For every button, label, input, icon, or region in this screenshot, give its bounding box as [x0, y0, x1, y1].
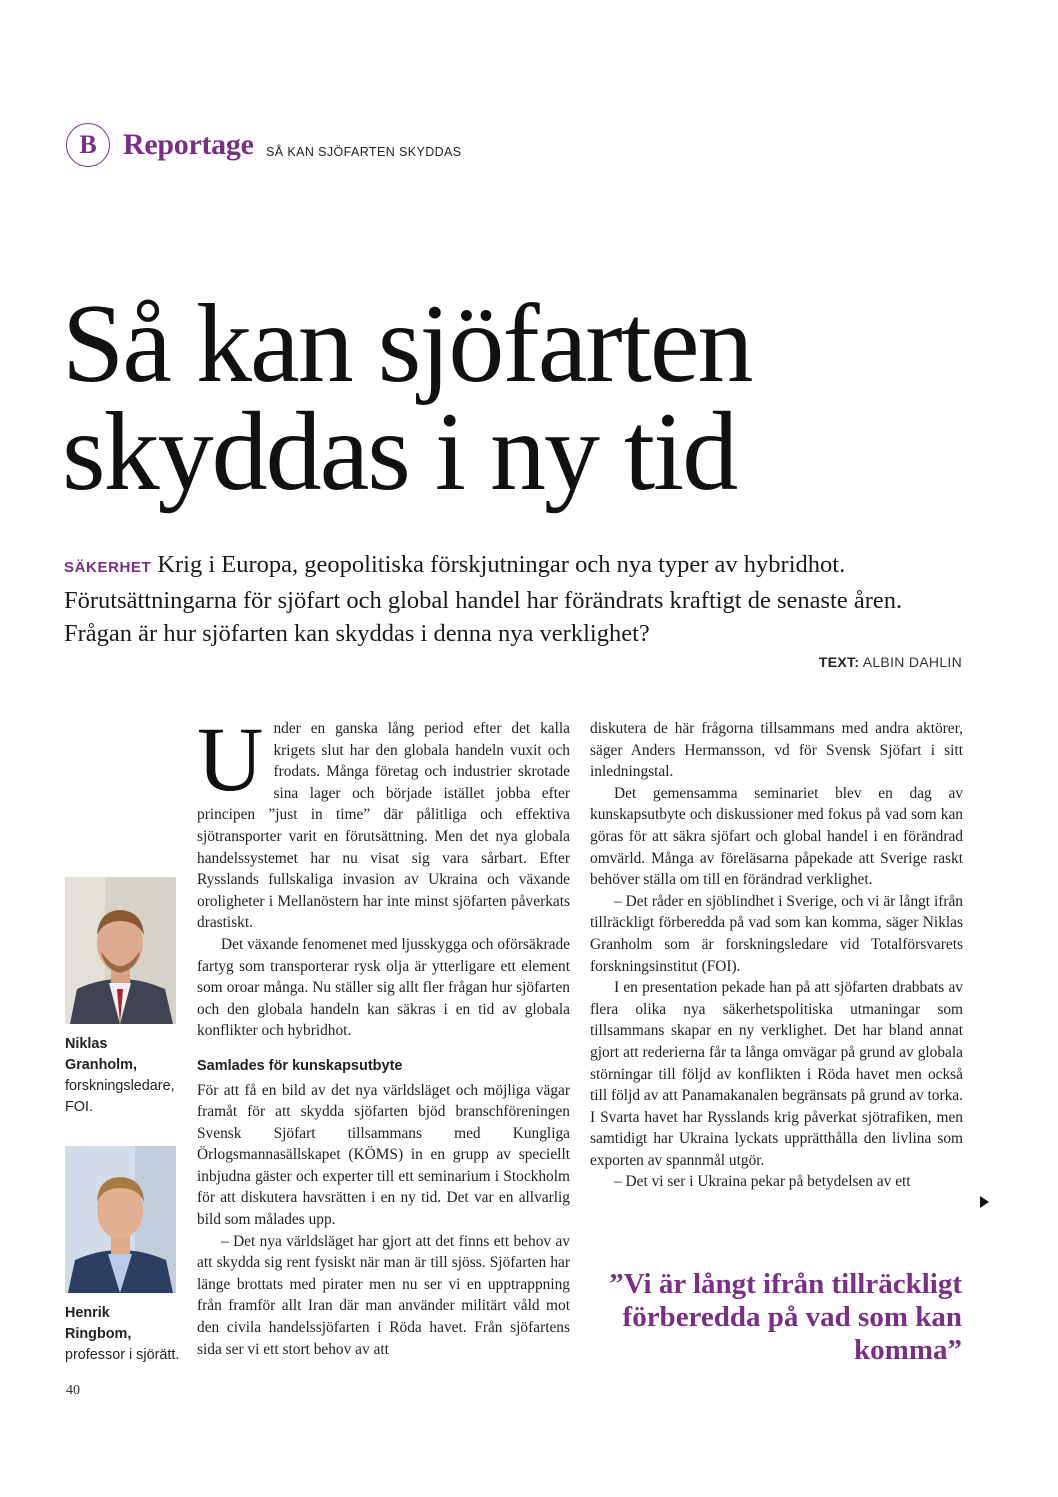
- byline: [819, 654, 962, 670]
- body-paragraph: – Det vi ser i Ukraina pekar på betydelsen av ett: [614, 1173, 911, 1191]
- photo-caption-granholm: [65, 1034, 180, 1118]
- body-paragraph: Det gemensamma seminariet blev en dag av kunskapsutbyte och diskussioner med fokus på vad som kan göras för att säkra sjöfart och global handel i en förändrad omvärld. Många av föreläsarna påpekade att Sverige raskt behöver ställa om till en förändrad verklighet.: [590, 784, 963, 889]
- continue-arrow-icon: [980, 1196, 989, 1208]
- caption-name: Henrik Ringbom,: [65, 1305, 132, 1342]
- caption-role: professor i sjörätt.: [65, 1347, 180, 1363]
- body-column-1: [197, 708, 570, 1360]
- subheading: Samlades för kunskapsutbyte: [197, 1057, 403, 1074]
- article-headline: [62, 282, 1022, 514]
- body-paragraph: För att få en bild av det nya världsläget och möjliga vägar framåt för att skydda sjöfarten bjöd branschföreningen Svensk Sjöfart tillsammans med Kungliga Örlogsmannasällskapet (KÖMS) in en grupp av speciellt inbjudna gäster och experter till ett seminarium i Stockholm för att diskutera havsrätten i en ny tid. Det var en allvarlig bild som målades upp.: [197, 1081, 570, 1229]
- body-column-2: [590, 718, 963, 1193]
- portrait-photo-granholm: [65, 877, 176, 1024]
- section-kicker: SÅ KAN SJÖFARTEN SKYDDAS: [266, 145, 462, 159]
- body-paragraph: Det växande fenomenet med ljusskygga och oförsäkrade fartyg som transporterar rysk olja är ytterligare ett element som oroar många. Nu ställer sig allt fler frågan hur sjöfarten och den globala handeln kan säkras i en tid av globala konflikter och hybridhot.: [197, 935, 570, 1040]
- byline-author: ALBIN DAHLIN: [862, 654, 962, 670]
- badge-letter: B: [79, 130, 97, 159]
- ingress-text: Krig i Europa, geopolitiska förskjutningar och nya typer av hybridhot. Förutsättningarna för sjöfart och global handel har förändrats kraftigt de senaste åren. Frågan är hur sjöfarten kan skyddas i denna nya verklighet?: [64, 551, 903, 647]
- page-number: 40: [66, 1383, 80, 1398]
- headline-line-2: skyddas i ny tid: [62, 390, 737, 514]
- section-name: Reportage: [123, 128, 254, 161]
- drop-cap: U: [197, 708, 264, 810]
- portrait-illustration: [65, 877, 176, 1024]
- section-badge: [66, 123, 110, 167]
- body-paragraph: [197, 708, 570, 934]
- photo-caption-ringbom: [65, 1303, 180, 1366]
- body-paragraph: – Det nya världsläget har gjort att det finns ett behov av att skydda sig rent fysiskt när man är till sjöss. Sjöfarten har länge brottats med pirater men nu ser vi en upptrappning från framför allt Iran där man använder militärt våld mot den civila handelssjöfarten i Röda havet. Från sjöfartens sida ser vi ett stort behov av att: [197, 1232, 570, 1358]
- paragraph-text: nder en ganska lång period efter det kalla krigets slut har den globala handeln vuxit och frodats. Många företag och industrier skrotade sina lager och började istället jobba efter principen ”just in time” där pålitliga och effektiva sjötransporter varit en förutsättning. Men det nya globala handelssystemet har nu visat sig vara sårbart. Efter Rysslands fullskaliga invasion av Ukraina och växande oroligheter i Mellanöstern har inte minst sjöfarten påverkats drastiskt.: [197, 720, 570, 932]
- body-paragraph: I en presentation pekade han på att sjöfarten drabbats av flera olika nya säkerhetspolitiska utmaningar som tillsammans skapar en ny verklighet. Det har bland annat gjort att rederierna får ta långa omvägar på grund av globala störningar till följd av konflikten i Röda havet men också till följd av att Panamakanalen begränsats på grund av torka. I Svarta havet har Rysslands krig påverkat sjötrafiken, men samtidigt har Ukraina lyckats upprätthålla den livlina som exporten av spannmål utgör.: [590, 979, 963, 1169]
- portrait-photo-ringbom: [65, 1146, 176, 1293]
- caption-name: Niklas Granholm,: [65, 1036, 137, 1073]
- pull-quote: ”Vi är långt ifrån tillräckligt förberedda på vad som kan komma”: [609, 1268, 962, 1366]
- body-paragraph: – Det råder en sjöblindhet i Sverige, och vi är långt ifrån tillräckligt förberedda på vad som kan komma, säger Niklas Granholm som är forskningsledare vid Totalförsvarets forskningsinstitut (FOI).: [590, 892, 963, 975]
- topic-tag: SÄKERHET: [64, 559, 152, 576]
- portrait-illustration: [65, 1146, 176, 1293]
- article-ingress: [64, 548, 964, 650]
- body-paragraph: diskutera de här frågorna tillsammans med andra aktörer, säger Anders Hermansson, vd för Svensk Sjöfart i sitt inledningstal.: [590, 720, 963, 781]
- byline-label: TEXT:: [818, 654, 860, 670]
- caption-role: forskningsledare, FOI.: [65, 1078, 175, 1115]
- headline-line-1: Så kan sjöfarten: [62, 282, 752, 406]
